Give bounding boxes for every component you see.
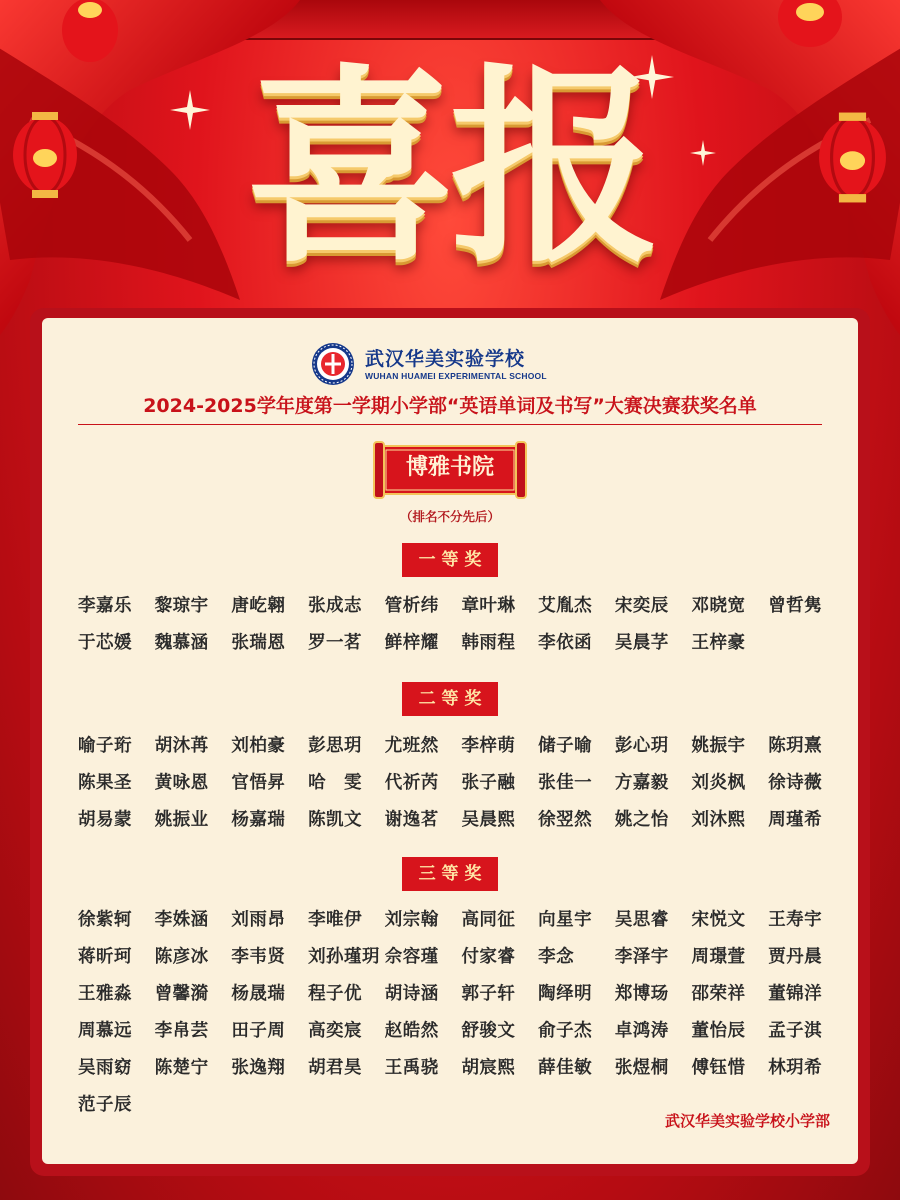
winner-name: 傅钰惜 [691,1058,746,1078]
winner-name: 于芯媛 [78,633,132,653]
winner-name: 贾丹晨 [768,947,823,967]
winner-name: 赵皓然 [384,1021,439,1041]
winner-name: 陶绎明 [538,984,593,1004]
winner-name: 唐屹翱 [231,596,286,616]
winner-name: 张佳一 [538,773,593,793]
winner-name: 魏慕涵 [154,633,209,653]
winner-name: 尤班然 [384,736,439,756]
school-logo-icon [311,342,355,386]
winner-name: 李泽宇 [614,947,669,967]
footer-signature: 武汉华美实验学校小学部 [664,1112,830,1130]
school-name-cn: 武汉华美实验学校 [365,348,526,370]
winner-name: 高同征 [461,910,516,930]
winner-name: 杨嘉瑞 [231,810,286,830]
winner-name: 付家睿 [461,947,516,967]
winner-name: 曾哲隽 [768,596,823,616]
winner-name: 刘沐熙 [691,810,746,830]
winner-name: 鲜梓耀 [384,633,439,653]
winner-name: 陈凯文 [308,810,363,830]
winner-name: 林玥希 [768,1058,823,1078]
winner-name: 周慕远 [78,1021,132,1041]
academy-label: 博雅书院 [405,455,494,480]
winner-name: 哈 雯 [308,773,363,793]
winner-name: 周瑾希 [768,810,823,830]
title-divider [78,424,822,425]
winner-name: 姚振业 [154,810,209,830]
winner-name: 舒骏文 [461,1021,516,1041]
winner-name: 陈彦冰 [154,947,209,967]
winner-name: 张瑞恩 [231,633,286,653]
winner-name: 刘柏豪 [231,736,286,756]
first-prize-names [78,591,848,665]
winner-name: 姚之怡 [614,810,669,830]
winner-name: 吴雨窈 [78,1058,132,1078]
winner-name: 杨晟瑞 [231,984,286,1004]
winner-name: 周璟萱 [691,947,746,967]
winner-name: 李依函 [538,633,593,653]
winner-name: 郭子轩 [461,984,516,1004]
winner-name: 刘雨昂 [231,910,286,930]
winner-name: 胡易蒙 [78,810,132,830]
second-prize-badge: 二 等 奖 [402,682,498,716]
school-logo-row [311,340,611,388]
winner-name: 邓晓宽 [691,596,746,616]
winner-name: 方嘉毅 [614,773,669,793]
winner-name: 俞子杰 [538,1021,593,1041]
winner-name: 孟子淇 [768,1021,823,1041]
winner-name: 吴晨熙 [461,810,516,830]
winner-name: 李唯伊 [308,910,363,930]
lantern-icon [60,0,120,70]
winner-name: 范子辰 [78,1095,132,1115]
winner-name: 胡君昊 [308,1058,363,1078]
winner-name: 陈果圣 [78,773,132,793]
winner-name: 程子优 [308,984,363,1004]
winner-name: 胡沐苒 [154,736,209,756]
winner-name: 向星宇 [538,910,593,930]
winner-name: 代祈芮 [384,773,439,793]
winner-name: 张成志 [308,596,363,616]
lantern-icon [775,0,845,52]
winner-name: 郑博玚 [614,984,669,1004]
winner-name: 佘容瑾 [384,947,439,967]
winner-name: 彭思玥 [308,736,363,756]
headline-title: 喜报 [245,44,654,291]
winner-name: 王寿宇 [768,910,823,930]
winner-name: 宋奕辰 [614,596,669,616]
winner-name: 罗一茗 [308,633,363,653]
winner-name: 喻子珩 [78,736,132,756]
winner-name: 张子融 [461,773,516,793]
winner-name: 王梓豪 [691,633,746,653]
winner-name: 李韦贤 [231,947,286,967]
winner-name: 吴晨芓 [614,633,669,653]
winner-name: 徐诗薇 [768,773,823,793]
winner-name: 黄咏恩 [154,773,209,793]
winner-name: 董怡辰 [691,1021,746,1041]
winner-name: 王禹骁 [384,1058,439,1078]
winner-name: 彭心玥 [614,736,669,756]
winner-name: 宋悦文 [691,910,746,930]
winner-name: 韩雨程 [461,633,516,653]
winner-name: 李帛芸 [154,1021,209,1041]
second-prize-names [78,731,848,842]
winner-name: 刘炎枫 [691,773,746,793]
winner-name: 高奕宸 [308,1021,363,1041]
winner-name: 蒋昕珂 [78,947,132,967]
winner-name: 卓鸿涛 [614,1021,669,1041]
winner-name: 胡宸熙 [461,1058,516,1078]
winner-name: 张煜桐 [614,1058,669,1078]
winner-name: 徐紫轲 [78,910,132,930]
winner-name: 张逸翔 [231,1058,286,1078]
lantern-icon [815,100,890,215]
winner-name: 吴思睿 [614,910,669,930]
winner-name: 储子喻 [538,736,593,756]
third-prize-names [78,905,848,1127]
winner-name: 李姝涵 [154,910,209,930]
lantern-icon [10,100,80,210]
winner-name: 胡诗涵 [384,984,439,1004]
ranking-note: （排名不分先后） [399,509,500,524]
winner-name: 陈楚宁 [154,1058,209,1078]
school-name-en: WUHAN HUAMEI EXPERIMENTAL SCHOOL [365,371,547,381]
winner-name: 官悟昇 [231,773,286,793]
winner-name: 董锦洋 [768,984,823,1004]
third-prize-badge: 三 等 奖 [402,857,498,891]
winner-name: 曾馨漪 [154,984,209,1004]
winner-name: 李念 [538,947,575,967]
winner-name: 章叶琳 [461,596,516,616]
winner-name: 李梓萌 [461,736,516,756]
winner-name: 谢逸茗 [384,810,439,830]
winner-name: 刘孙瑾玥 [308,947,381,967]
first-prize-badge: 一 等 奖 [402,543,498,577]
winner-name: 艾胤杰 [538,596,593,616]
winner-name: 田子周 [231,1021,286,1041]
winner-name: 李嘉乐 [78,596,132,616]
list-title: 2024-2025学年度第一学期小学部“英语单词及书写”大赛决赛获奖名单 [143,395,757,417]
winner-name: 黎琼宇 [154,596,209,616]
headline-area [200,20,700,340]
winner-name: 王雅淼 [78,984,132,1004]
winner-name: 陈玥熹 [768,736,823,756]
winner-name: 管析纬 [384,596,439,616]
winner-name: 徐翌然 [538,810,593,830]
winner-name: 薛佳敏 [538,1058,593,1078]
winner-name: 姚振宇 [691,736,746,756]
winner-name: 刘宗翰 [384,910,439,930]
winner-name: 邵荣祥 [691,984,746,1004]
